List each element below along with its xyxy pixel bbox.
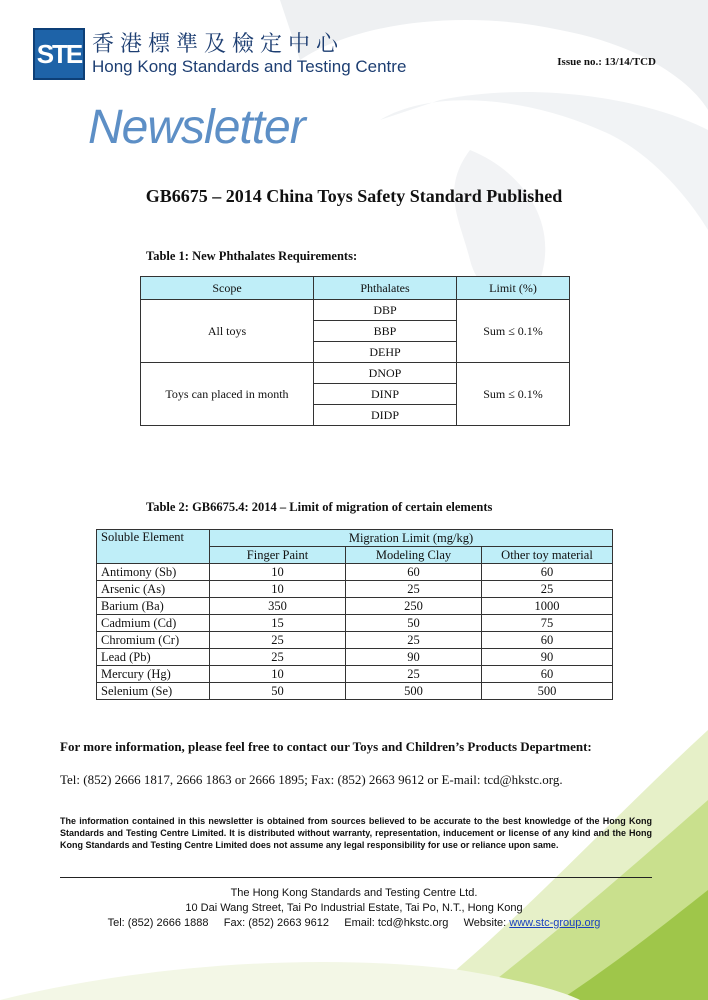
table-row: [97, 649, 613, 666]
value-cell: 60: [346, 564, 482, 581]
limit-cell: Sum ≤ 0.1%: [457, 363, 570, 426]
phthalate-cell: DNOP: [314, 363, 457, 384]
element-cell: Antimony (Sb): [97, 564, 210, 581]
table-row: [141, 300, 570, 321]
phthalate-cell: BBP: [314, 321, 457, 342]
value-cell: 25: [346, 581, 482, 598]
table-header-row: [141, 277, 570, 300]
newsletter-masthead: Newsletter: [88, 101, 305, 154]
phthalates-table: [140, 276, 570, 426]
table-row: [97, 581, 613, 598]
value-cell: 15: [210, 615, 346, 632]
element-cell: Selenium (Se): [97, 683, 210, 700]
footer-address: 10 Dai Wang Street, Tai Po Industrial Estate, Tai Po, N.T., Hong Kong: [185, 902, 523, 914]
element-cell: Lead (Pb): [97, 649, 210, 666]
footer-org: The Hong Kong Standards and Testing Centre Ltd.: [230, 887, 478, 899]
element-cell: Chromium (Cr): [97, 632, 210, 649]
contact-heading: For more information, please feel free to contact our Toys and Children’s Products Department:: [60, 739, 592, 754]
value-cell: 10: [210, 564, 346, 581]
table-row: [141, 363, 570, 384]
scope-cell: All toys: [141, 300, 314, 363]
value-cell: 25: [346, 632, 482, 649]
org-name-chinese: 香港標準及檢定中心: [92, 32, 345, 57]
limit-cell: Sum ≤ 0.1%: [457, 300, 570, 363]
page-title: GB6675 – 2014 China Toys Safety Standard Published: [145, 186, 563, 206]
phthalate-cell: DINP: [314, 384, 457, 405]
element-cell: Cadmium (Cd): [97, 615, 210, 632]
value-cell: 90: [346, 649, 482, 666]
value-cell: 75: [482, 615, 613, 632]
element-cell: Mercury (Hg): [97, 666, 210, 683]
value-cell: 50: [210, 683, 346, 700]
value-cell: 90: [482, 649, 613, 666]
element-cell: Arsenic (As): [97, 581, 210, 598]
footer-contact-text: Tel: (852) 2666 1888 Fax: (852) 2663 9612 Email: tcd@hkstc.org Website:: [107, 917, 510, 929]
value-cell: 500: [482, 683, 613, 700]
table-header-row: [97, 530, 613, 547]
header-cell: Limit (%): [457, 277, 570, 300]
table-row: [97, 615, 613, 632]
phthalate-cell: DIDP: [314, 405, 457, 426]
value-cell: 60: [482, 632, 613, 649]
migration-limit-table: [96, 529, 613, 700]
header-cell: Modeling Clay: [346, 547, 482, 564]
value-cell: 25: [210, 649, 346, 666]
value-cell: 10: [210, 666, 346, 683]
value-cell: 500: [346, 683, 482, 700]
table-row: [97, 666, 613, 683]
contact-details: Tel: (852) 2666 1817, 2666 1863 or 2666 1895; Fax: (852) 2663 9612 or E-mail: tcd@hkstc.org.: [60, 772, 563, 787]
value-cell: 350: [210, 598, 346, 615]
website-link[interactable]: www.stc-group.org: [509, 917, 601, 929]
phthalate-cell: DEHP: [314, 342, 457, 363]
header-cell: Phthalates: [314, 277, 457, 300]
value-cell: 10: [210, 581, 346, 598]
table-row: [97, 632, 613, 649]
table-row: [97, 683, 613, 700]
header-cell: Other toy material: [482, 547, 613, 564]
value-cell: 25: [346, 666, 482, 683]
stc-logo: STE: [33, 28, 85, 80]
value-cell: 25: [210, 632, 346, 649]
table1-caption: Table 1: New Phthalates Requirements:: [146, 249, 358, 263]
scope-cell: Toys can placed in month: [141, 363, 314, 426]
header-cell: Scope: [141, 277, 314, 300]
value-cell: 60: [482, 564, 613, 581]
value-cell: 1000: [482, 598, 613, 615]
element-cell: Barium (Ba): [97, 598, 210, 615]
issue-number: Issue no.: 13/14/TCD: [557, 56, 656, 68]
phthalate-cell: DBP: [314, 300, 457, 321]
table-row: [97, 598, 613, 615]
value-cell: 250: [346, 598, 482, 615]
org-name-english: Hong Kong Standards and Testing Centre: [92, 57, 407, 76]
table2-caption: Table 2: GB6675.4: 2014 – Limit of migration of certain elements: [146, 500, 493, 514]
footer-contact: [0, 917, 708, 929]
divider: [60, 877, 652, 878]
disclaimer-text: The information contained in this newsletter is obtained from sources believed to be accurate to the best knowledge of the Hong Kong Standards and Testing Centre Limited. It is distributed without warranty, representation, inducement or license of any kind and the Hong Kong Standards and Testing Centre Limited does not assume any legal responsibility for use or reliance upon same.: [60, 816, 652, 850]
value-cell: 60: [482, 666, 613, 683]
header-cell: Migration Limit (mg/kg): [210, 530, 613, 547]
table-row: [97, 564, 613, 581]
value-cell: 50: [346, 615, 482, 632]
header-cell: Finger Paint: [210, 547, 346, 564]
value-cell: 25: [482, 581, 613, 598]
header-cell: Soluble Element: [97, 530, 210, 564]
